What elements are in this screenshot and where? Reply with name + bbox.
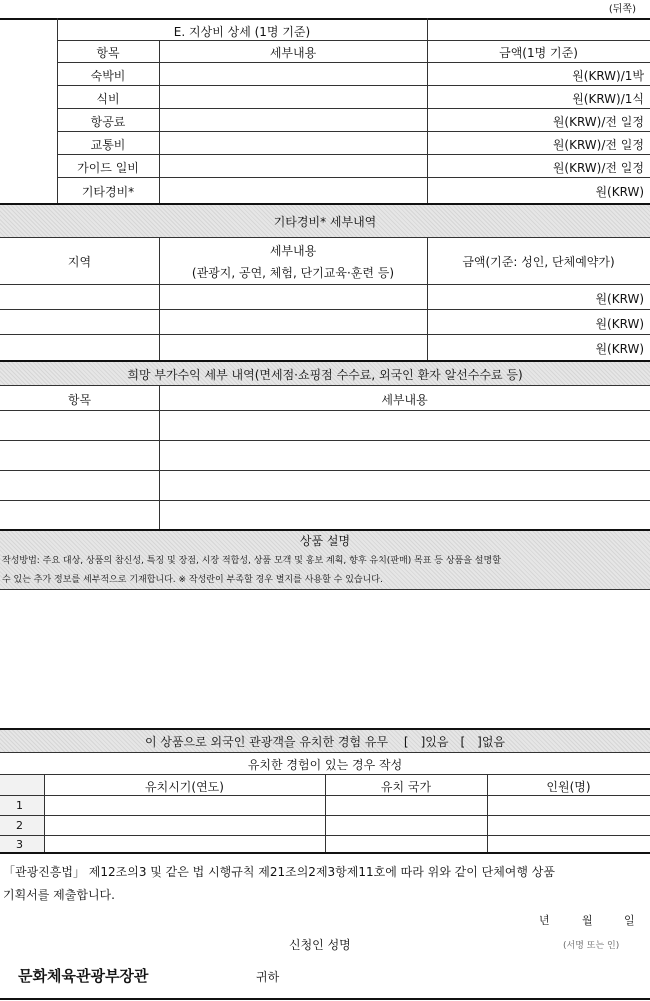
product-desc-title: 상품 설명 [299, 534, 351, 548]
extra-detail-cell-3[interactable] [160, 471, 650, 500]
exp-people-cell-3[interactable] [488, 836, 650, 852]
exp-period-cell-3[interactable] [45, 836, 325, 852]
row-amount-transport: 원(KRW)/전 일정 [552, 138, 644, 152]
exp-header-people: 인원(명) [546, 780, 591, 794]
header-amount-basis: 금액(기준: 성인, 단체예약가) [462, 255, 615, 269]
exp-country-cell-1[interactable] [326, 796, 487, 815]
other-expense-amount-3: 원(KRW) [595, 342, 644, 356]
exp-row-number-2: 2 [16, 819, 23, 832]
row-label-transport: 교통비 [90, 138, 126, 152]
detail-cell-meals[interactable] [160, 86, 426, 108]
date-year-label: 년 [539, 914, 550, 927]
region-cell-1[interactable] [0, 285, 159, 309]
row-amount-meals: 원(KRW)/1식 [572, 92, 644, 106]
other-detail-cell-3[interactable] [160, 335, 426, 359]
detail-cell-transport[interactable] [160, 132, 426, 154]
checkbox-yes[interactable] [422, 733, 436, 747]
row-label-other: 기타경비* [81, 185, 135, 199]
product-desc-guide-line2: 수 있는 추가 정보를 세부적으로 기재합니다. ※ 작성란이 부족할 경우 별지를 사용할 수 있습니다. [2, 575, 383, 585]
extra-header-item: 항목 [67, 393, 92, 407]
extra-item-cell-2[interactable] [0, 441, 159, 470]
recipient-honorific: 귀하 [256, 970, 280, 984]
header-detail-line1: 세부내용 [269, 244, 317, 258]
date-month-label: 월 [582, 914, 593, 927]
exp-country-cell-3[interactable] [326, 836, 487, 852]
section-e-title: E. 지상비 상세 (1명 기준) [173, 25, 311, 39]
other-expense-amount-1: 원(KRW) [595, 292, 644, 306]
row-label-guide: 가이드 일비 [77, 161, 139, 175]
region-cell-2[interactable] [0, 310, 159, 334]
other-expenses-title: 기타경비* 세부내역 [273, 215, 377, 229]
extra-detail-cell-1[interactable] [160, 411, 650, 440]
product-desc-area[interactable] [0, 590, 650, 726]
date-year-field[interactable] [470, 908, 536, 928]
date-month-field[interactable] [552, 908, 580, 928]
extra-item-cell-3[interactable] [0, 471, 159, 500]
exp-header-period: 유치시기(연도) [145, 780, 224, 794]
exp-period-cell-2[interactable] [45, 816, 325, 835]
region-cell-3[interactable] [0, 335, 159, 359]
product-desc-guide-line1: 작성방법: 주요 대상, 상품의 참신성, 특징 및 장점, 시장 적합성, 상품 모객 및 홍보 계획, 향후 유치(판매) 목표 등 상품을 설명할 [2, 556, 501, 566]
date-day-field[interactable] [596, 908, 622, 928]
page-side-note: (뒤쪽) [608, 4, 636, 15]
extra-detail-cell-2[interactable] [160, 441, 650, 470]
statement-line1: 「관광진흥법」 제12조의3 및 같은 법 시행규칙 제21조의2제3항제11호에 따라 위와 같이 단체여행 상품 [3, 865, 555, 879]
detail-cell-guide[interactable] [160, 155, 426, 177]
detail-cell-airfare[interactable] [160, 109, 426, 131]
date-day-label: 일 [624, 914, 635, 927]
exp-people-cell-2[interactable] [488, 816, 650, 835]
exp-country-cell-2[interactable] [326, 816, 487, 835]
exp-people-cell-1[interactable] [488, 796, 650, 815]
row-label-meals: 식비 [96, 92, 120, 106]
other-detail-cell-2[interactable] [160, 310, 426, 334]
detail-cell-lodging[interactable] [160, 63, 426, 85]
exp-row-number-3: 3 [16, 838, 23, 851]
extra-detail-cell-4[interactable] [160, 501, 650, 529]
applicant-name-label: 신청인 성명 [289, 938, 351, 952]
row-amount-lodging: 원(KRW)/1박 [572, 69, 644, 83]
header-amount: 금액(1명 기준) [499, 46, 578, 60]
recipient-title: 문화체육관광부장관 [18, 967, 149, 985]
header-item: 항목 [96, 46, 120, 60]
header-detail: 세부내용 [269, 46, 317, 60]
header-region: 지역 [67, 255, 92, 269]
header-detail-line2: (관광지, 공연, 체험, 단기교육·훈련 등) [191, 266, 395, 280]
extra-header-detail: 세부내용 [381, 393, 428, 407]
statement-line2: 기획서를 제출합니다. [3, 888, 115, 902]
bottom-rule [0, 998, 650, 1000]
other-expense-amount-2: 원(KRW) [595, 317, 644, 331]
row-amount-other: 원(KRW) [595, 185, 644, 199]
extra-item-cell-1[interactable] [0, 411, 159, 440]
extra-income-title: 희망 부가수익 세부 내역(면세점·쇼핑점 수수료, 외국인 환자 알선수수료 등) [127, 368, 523, 382]
row-amount-airfare: 원(KRW)/전 일정 [552, 115, 644, 129]
checkbox-no[interactable] [490, 733, 504, 747]
top-rule [0, 18, 650, 20]
row-amount-guide: 원(KRW)/전 일정 [552, 161, 644, 175]
other-detail-cell-1[interactable] [160, 285, 426, 309]
applicant-name-field[interactable] [372, 932, 558, 952]
signature-hint: (서명 또는 인) [563, 941, 620, 951]
extra-item-cell-4[interactable] [0, 501, 159, 529]
experience-subtitle: 유치한 경험이 있는 경우 작성 [247, 758, 403, 772]
detail-cell-other[interactable] [160, 178, 426, 202]
exp-period-cell-1[interactable] [45, 796, 325, 815]
experience-question: 이 상품으로 외국인 관광객을 유치한 경험 유무 [ ]있음 [ ]없음 [144, 735, 506, 749]
row-label-lodging: 숙박비 [90, 69, 126, 83]
exp-row-number-1: 1 [16, 799, 23, 812]
exp-header-country: 유치 국가 [380, 780, 432, 794]
row-label-airfare: 항공료 [90, 115, 126, 129]
